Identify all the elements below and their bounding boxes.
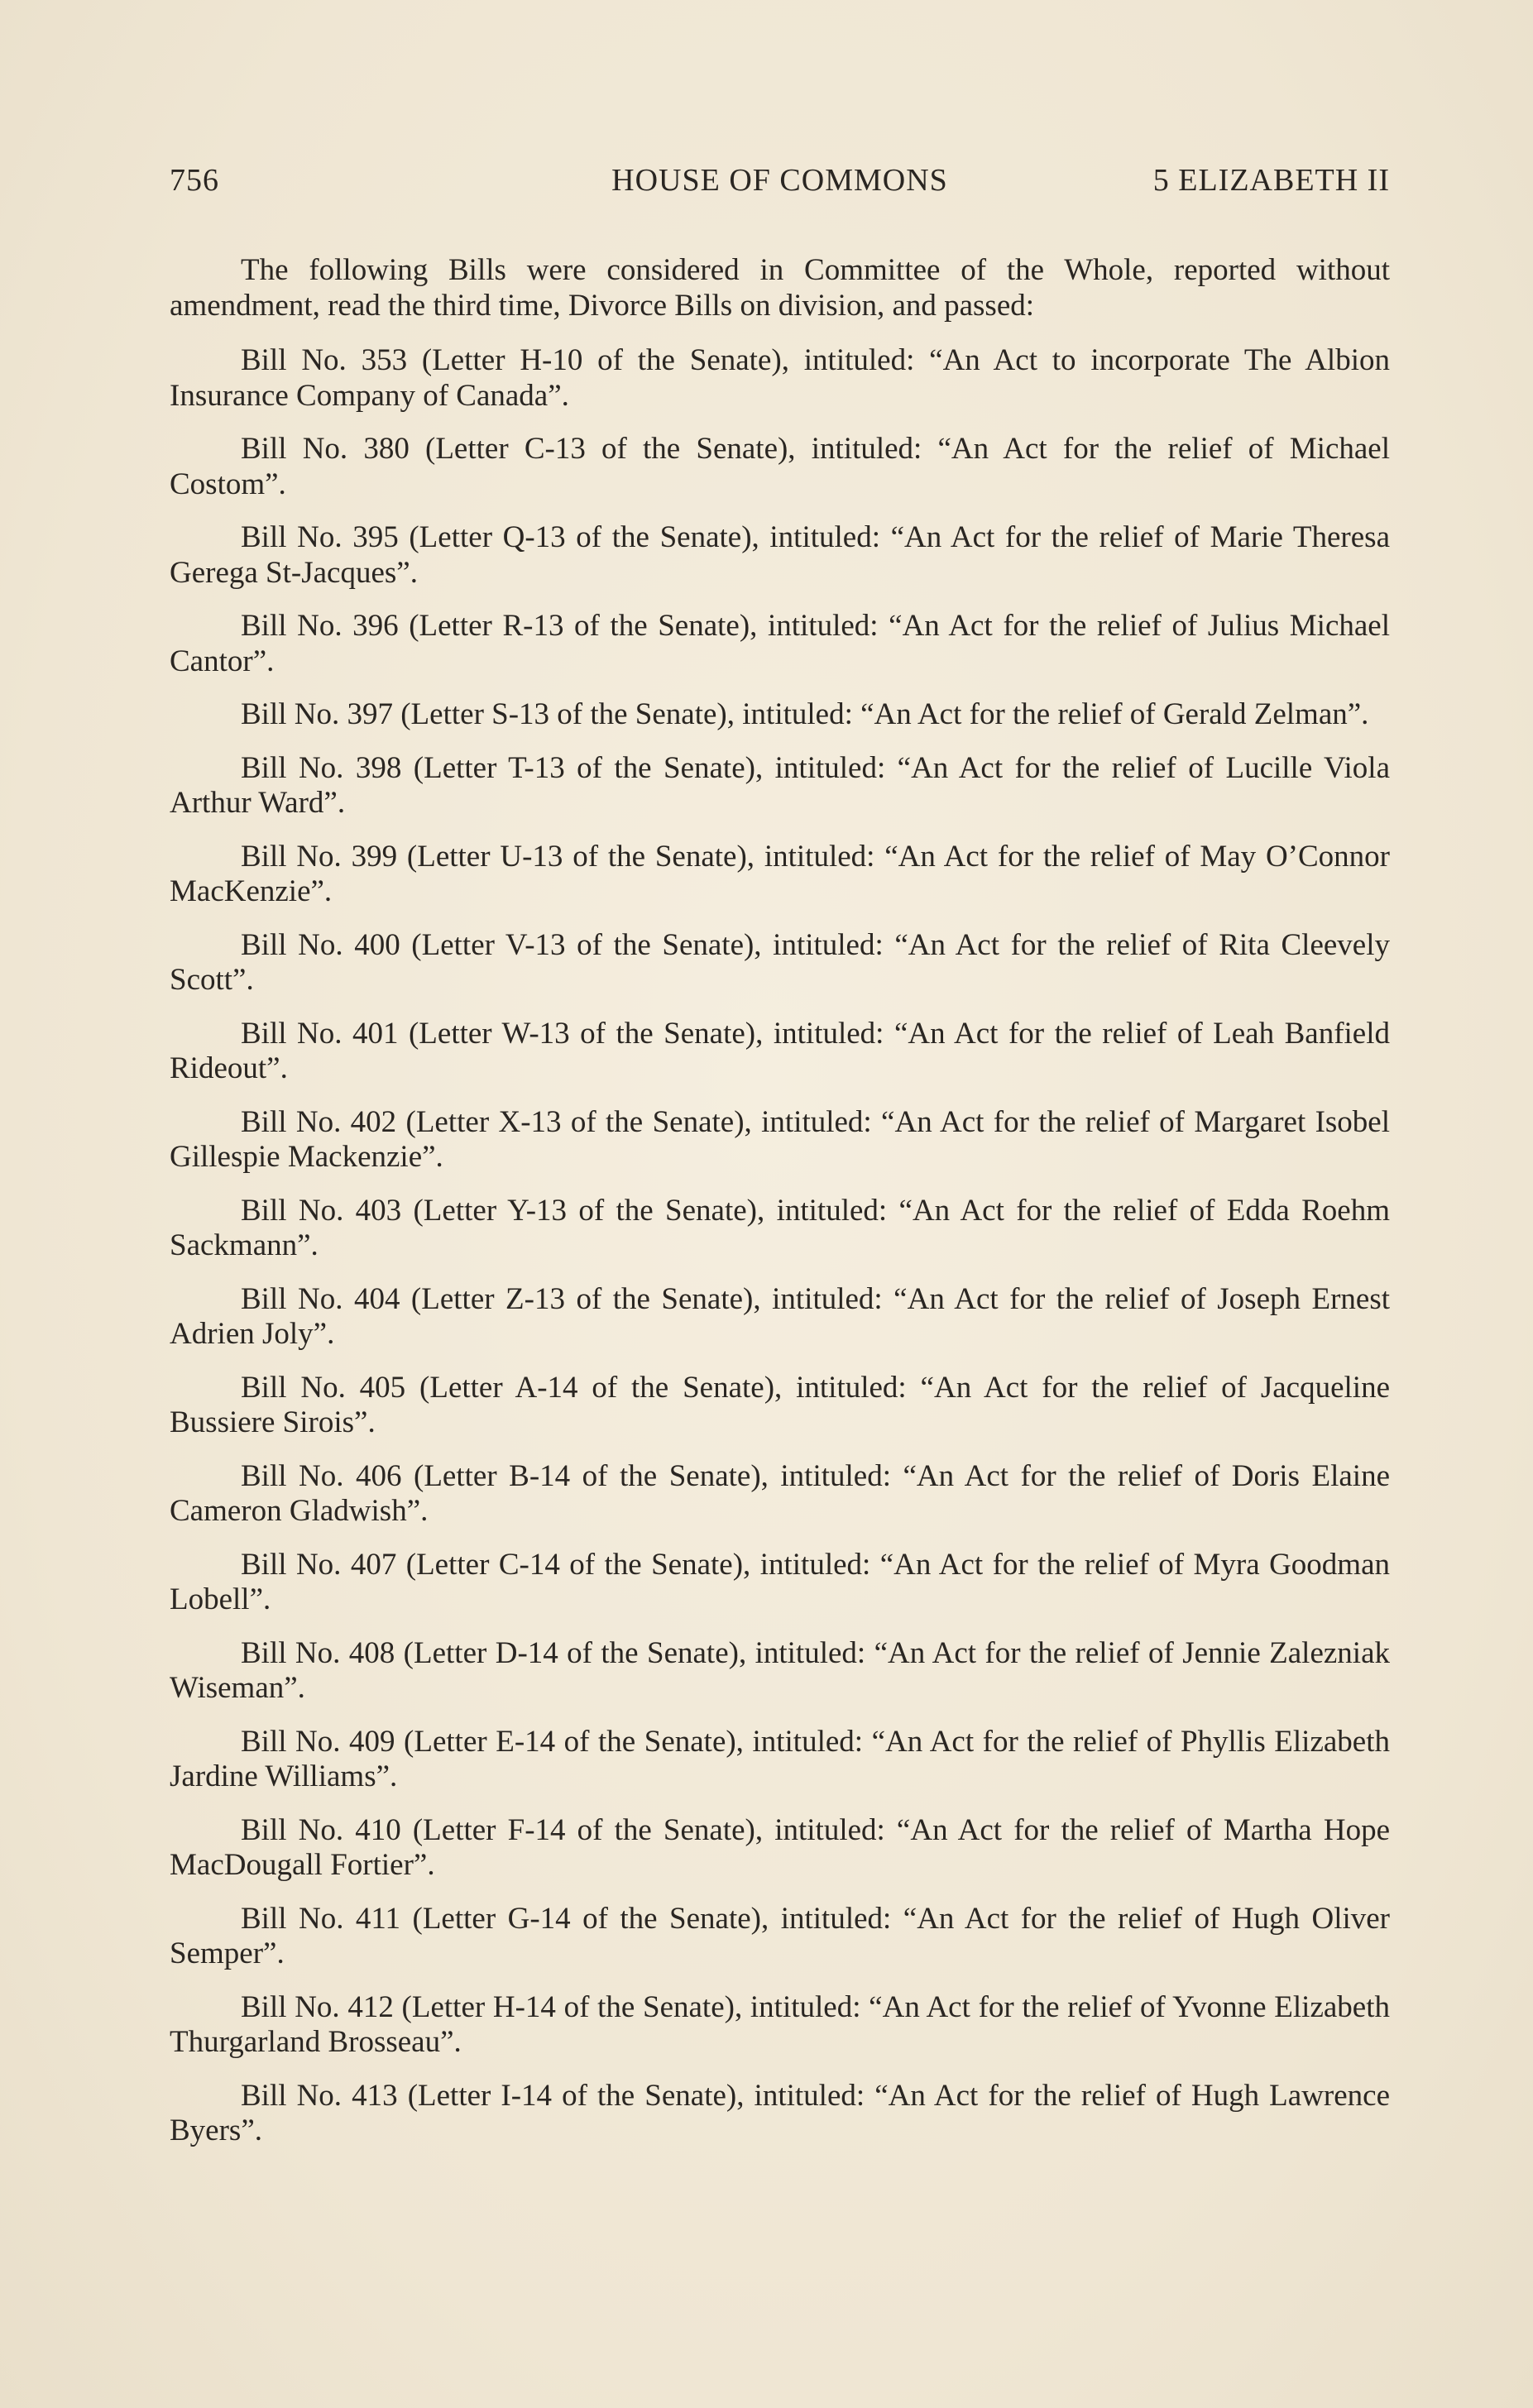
bill-entry: Bill No. 407 (Letter C-14 of the Senate), intituled: “An Act for the relief of Myra Goodman Lobell”. bbox=[170, 1547, 1390, 1616]
bill-entry: Bill No. 413 (Letter I-14 of the Senate), intituled: “An Act for the relief of Hugh Lawrence Byers”. bbox=[170, 2078, 1390, 2147]
bill-entry: Bill No. 406 (Letter B-14 of the Senate), intituled: “An Act for the relief of Doris Elaine Cameron Gladwish”. bbox=[170, 1458, 1390, 1528]
bill-entry: Bill No. 399 (Letter U-13 of the Senate), intituled: “An Act for the relief of May O’Connor MacKenzie”. bbox=[170, 839, 1390, 908]
running-title: HOUSE OF COMMONS bbox=[611, 163, 948, 198]
bill-entry: Bill No. 398 (Letter T-13 of the Senate), intituled: “An Act for the relief of Lucille Viola Arthur Ward”. bbox=[170, 750, 1390, 820]
bill-entry: Bill No. 400 (Letter V-13 of the Senate), intituled: “An Act for the relief of Rita Cleevely Scott”. bbox=[170, 927, 1390, 997]
bill-entry: Bill No. 409 (Letter E-14 of the Senate), intituled: “An Act for the relief of Phyllis Elizabeth Jardine Williams”. bbox=[170, 1724, 1390, 1793]
bill-entry: Bill No. 396 (Letter R-13 of the Senate), intituled: “An Act for the relief of Julius Michael Cantor”. bbox=[170, 609, 1390, 678]
bill-entry: Bill No. 404 (Letter Z-13 of the Senate), intituled: “An Act for the relief of Joseph Ernest Adrien Joly”. bbox=[170, 1281, 1390, 1351]
bill-entry: Bill No. 380 (Letter C-13 of the Senate), intituled: “An Act for the relief of Michael Costom”. bbox=[170, 432, 1390, 501]
page-header bbox=[170, 162, 1390, 203]
regnal-year: 5 ELIZABETH II bbox=[1152, 163, 1390, 198]
page-body bbox=[170, 253, 1390, 2167]
bill-entry: Bill No. 401 (Letter W-13 of the Senate), intituled: “An Act for the relief of Leah Banfield Rideout”. bbox=[170, 1016, 1390, 1085]
bill-entry: Bill No. 397 (Letter S-13 of the Senate), intituled: “An Act for the relief of Gerald Zelman”. bbox=[241, 697, 1369, 731]
bill-entry: Bill No. 395 (Letter Q-13 of the Senate), intituled: “An Act for the relief of Marie Theresa Gerega St-Jacques”. bbox=[170, 520, 1390, 590]
page-number: 756 bbox=[170, 163, 219, 198]
bill-entry: Bill No. 403 (Letter Y-13 of the Senate), intituled: “An Act for the relief of Edda Roehm Sackmann”. bbox=[170, 1193, 1390, 1262]
bill-entry: Bill No. 353 (Letter H-10 of the Senate), intituled: “An Act to incorporate The Albion Insurance Company of Canada”. bbox=[170, 343, 1390, 413]
bill-list bbox=[170, 343, 1390, 2149]
bill-entry: Bill No. 412 (Letter H-14 of the Senate), intituled: “An Act for the relief of Yvonne Elizabeth Thurgarland Brosseau”. bbox=[170, 1989, 1390, 2059]
bill-entry: Bill No. 410 (Letter F-14 of the Senate), intituled: “An Act for the relief of Martha Hope MacDougall Fortier”. bbox=[170, 1812, 1390, 1882]
bill-entry: Bill No. 411 (Letter G-14 of the Senate), intituled: “An Act for the relief of Hugh Oliver Semper”. bbox=[170, 1901, 1390, 1970]
bill-entry: Bill No. 402 (Letter X-13 of the Senate), intituled: “An Act for the relief of Margaret Isobel Gillespie Mackenzie”. bbox=[170, 1104, 1390, 1174]
bill-entry: Bill No. 408 (Letter D-14 of the Senate), intituled: “An Act for the relief of Jennie Zalezniak Wiseman”. bbox=[170, 1635, 1390, 1705]
intro-paragraph: The following Bills were considered in Committee of the Whole, reported without amendment, read the third time, Divorce Bills on division, and passed: bbox=[170, 253, 1390, 323]
bill-entry: Bill No. 405 (Letter A-14 of the Senate), intituled: “An Act for the relief of Jacqueline Bussiere Sirois”. bbox=[170, 1370, 1390, 1439]
